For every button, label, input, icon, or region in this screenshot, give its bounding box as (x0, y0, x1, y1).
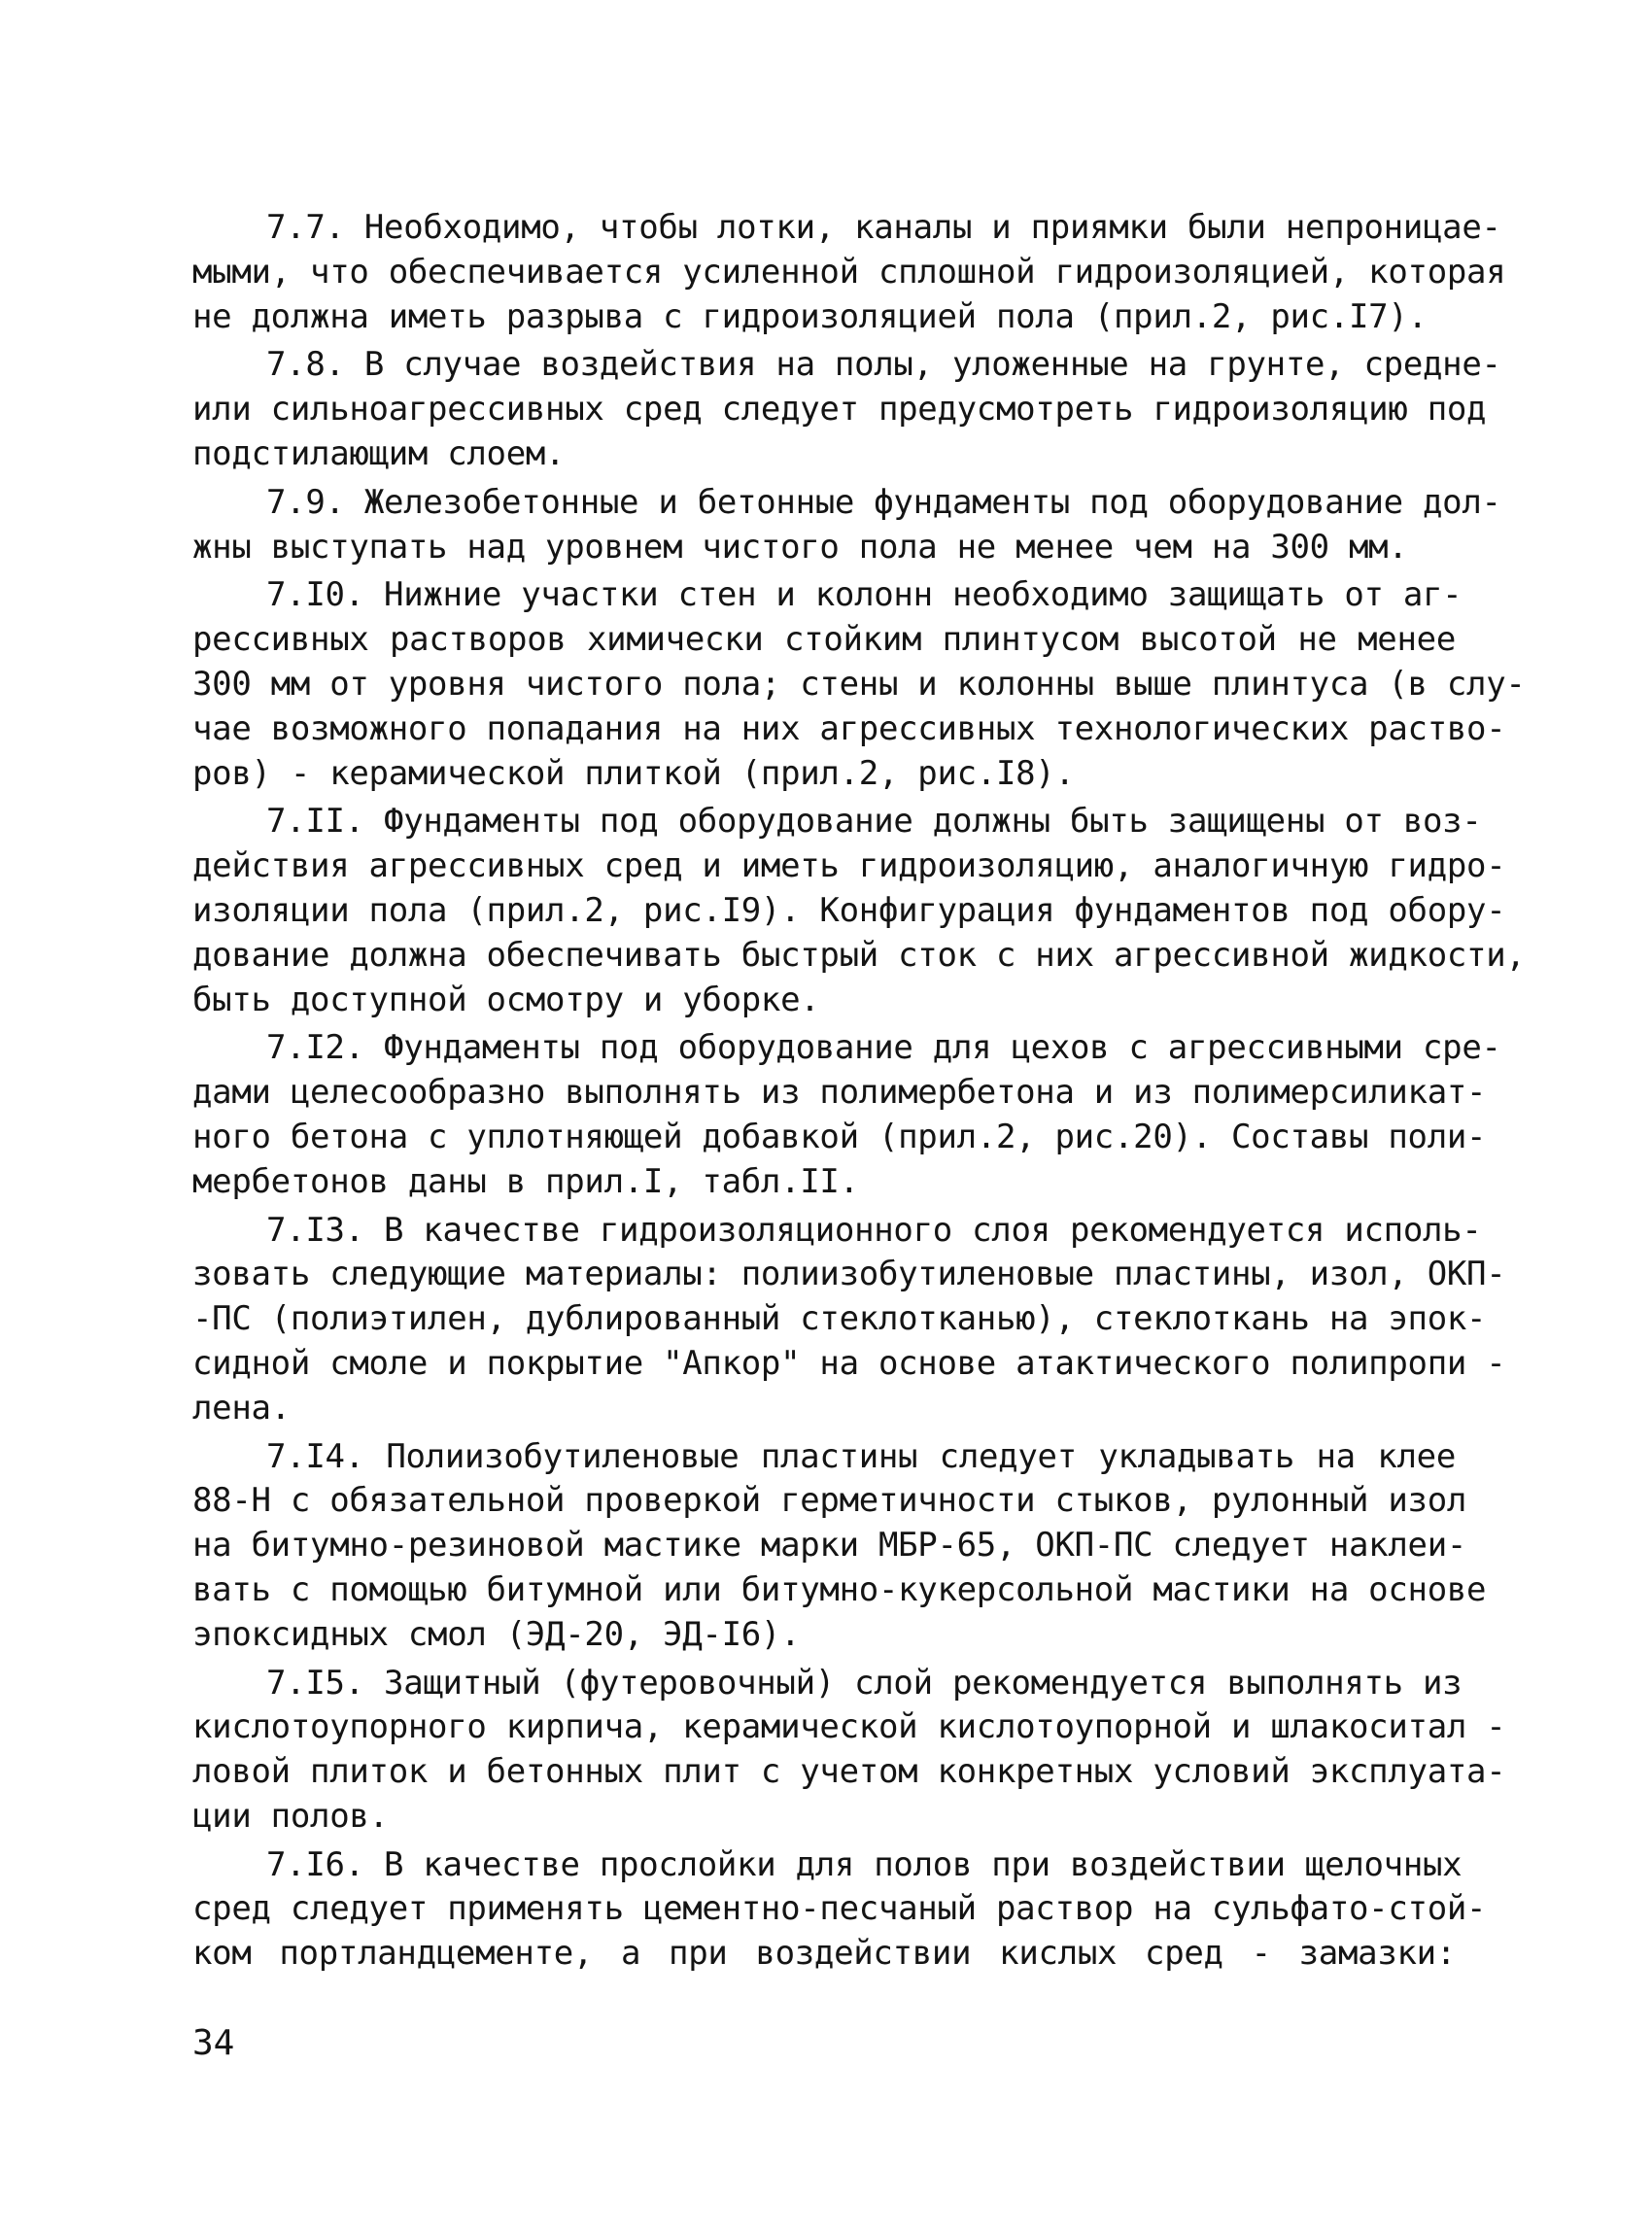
text-line: действия агрессивных сред и иметь гидроизоляцию, аналогичную гидро- (192, 846, 1506, 886)
text-line: 7.I0. Нижние участки стен и колонн необходимо защищать от аг- (266, 575, 1463, 615)
text-line: ного бетона с уплотняющей добавкой (прил.2, рис.20). Составы поли- (192, 1117, 1487, 1156)
text-line: мербетонов даны в прил.I, табл.II. (192, 1161, 859, 1201)
text-line: мыми, что обеспечивается усиленной сплошной гидроизоляцией, которая (192, 252, 1506, 292)
text-line: чае возможного попадания на них агрессивных технологических раство- (192, 708, 1506, 748)
text-line: 88-Н с обязательной проверкой герметичности стыков, рулонный изол (192, 1481, 1467, 1521)
page-number: 34 (192, 2023, 235, 2063)
text-line: 7.8. В случае воздействия на полы, уложенные на грунте, средне- (266, 345, 1501, 385)
text-line: на битумно-резиновой мастике марки МБР-65, ОКП-ПС следует наклеи- (192, 1526, 1467, 1566)
text-line: подстилающим слоем. (192, 433, 566, 473)
text-line: рессивных растворов химически стойким плинтусом высотой не менее (192, 620, 1456, 660)
text-line: дование должна обеспечивать быстрый сток с них агрессивной жидкости, (192, 935, 1526, 975)
paragraph-7-9 (192, 481, 1501, 570)
text-line: сидной смоле и покрытие "Апкор" на основе атактического полипропи - (192, 1343, 1506, 1383)
paragraph-7-10 (192, 573, 1526, 796)
text-line: 7.I4. Полиизобутиленовые пластины следует укладывать на клее (266, 1436, 1456, 1476)
page-body (192, 206, 1526, 1980)
text-line: сред следует применять цементно-песчаный раствор на сульфато-стой- (192, 1889, 1487, 1929)
text-line: ловой плиток и бетонных плит с учетом конкретных условий эксплуата- (192, 1752, 1506, 1792)
text-line: ции полов. (192, 1796, 389, 1836)
text-line: лена. (192, 1388, 291, 1428)
paragraph-7-14 (192, 1435, 1487, 1658)
text-line: 7.9. Железобетонные и бетонные фундаменты под оборудование дол- (266, 482, 1501, 522)
paragraph-7-7 (192, 206, 1506, 339)
text-line: 7.I5. Защитный (футеровочный) слой рекомендуется выполнять из (266, 1663, 1463, 1703)
text-line: дами целесообразно выполнять из полимербетона и из полимерсиликат- (192, 1073, 1487, 1113)
text-line: 7.II. Фундаменты под оборудование должны быть защищены от воз- (266, 802, 1482, 842)
text-line: 7.7. Необходимо, чтобы лотки, каналы и приямки были непроницае- (266, 208, 1501, 247)
text-line: 7.I3. В качестве гидроизоляционного слоя рекомендуется исполь- (266, 1210, 1482, 1250)
text-line: 7.I6. В качестве прослойки для полов при воздействии щелочных (266, 1844, 1463, 1884)
paragraph-7-8 (192, 343, 1501, 476)
paragraph-7-13 (192, 1209, 1506, 1431)
paragraph-7-16 (192, 1843, 1487, 1977)
text-line: изоляции пола (прил.2, рис.I9). Конфигурация фундаментов под обору- (192, 890, 1506, 930)
paragraph-7-12 (192, 1026, 1501, 1204)
text-line: не должна иметь разрыва с гидроизоляцией пола (прил.2, рис.I7). (192, 296, 1428, 336)
text-line: ров) - керамической плиткой (прил.2, рис.I8). (192, 753, 1075, 793)
text-line: жны выступать над уровнем чистого пола не менее чем на 300 мм. (192, 527, 1408, 567)
text-line: 7.I2. Фундаменты под оборудование для цехов с агрессивными сре- (266, 1028, 1501, 1068)
text-line: эпоксидных смол (ЭД-20, ЭД-I6). (192, 1614, 801, 1654)
text-line: или сильноагрессивных сред следует предусмотреть гидроизоляцию под (192, 390, 1487, 430)
text-line: -ПС (полиэтилен, дублированный стеклотканью), стеклоткань на эпок- (192, 1299, 1487, 1339)
text-line: вать с помощью битумной или битумно-кукерсольной мастики на основе (192, 1569, 1487, 1609)
text-line: зовать следующие материалы: полиизобутиленовые пластины, изол, ОКП- (192, 1255, 1506, 1294)
text-line: ком портландцементе, а при воздействии кислых сред - замазки: (192, 1934, 1456, 1974)
text-line: быть доступной осмотру и уборке. (192, 980, 820, 1019)
paragraph-7-15 (192, 1662, 1506, 1840)
text-line: кислотоупорного кирпича, керамической кислотоупорной и шлакоситал - (192, 1707, 1506, 1747)
text-line: 300 мм от уровня чистого пола; стены и колонны выше плинтуса (в слу- (192, 664, 1526, 704)
paragraph-7-11 (192, 800, 1526, 1022)
